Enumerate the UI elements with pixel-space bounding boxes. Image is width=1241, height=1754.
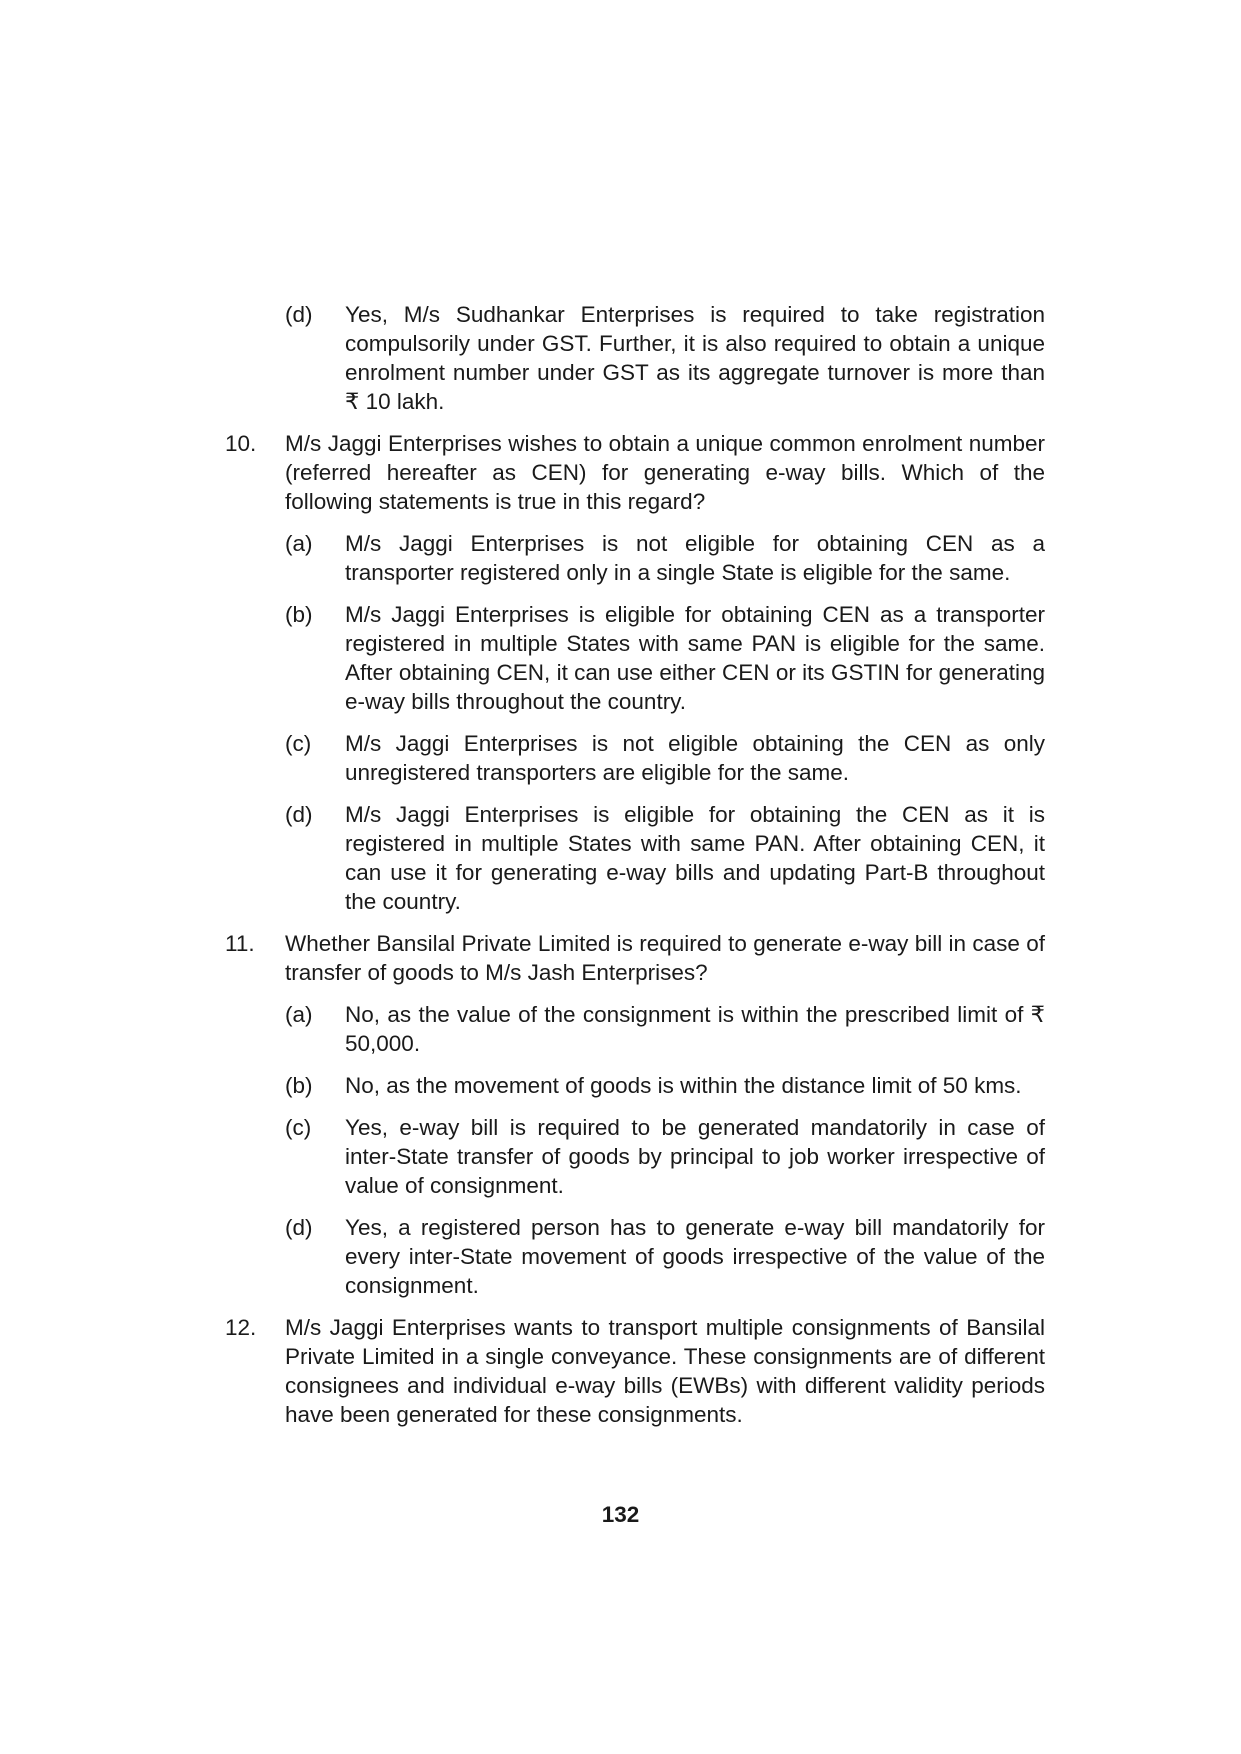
option-text: M/s Jaggi Enterprises is not eligible obtaining the CEN as only unregistered transporters are eligible for the same.: [345, 731, 1045, 785]
question-text: Whether Bansilal Private Limited is required to generate e-way bill in case of transfer of goods to M/s Jash Enterprises?: [285, 931, 1045, 985]
option-label: (d): [285, 1215, 313, 1240]
question-10-option-d: [285, 800, 1045, 916]
option-label: (a): [285, 531, 313, 556]
option-label: (c): [285, 731, 312, 756]
option-label: (b): [285, 602, 313, 627]
option-text: M/s Jaggi Enterprises is eligible for obtaining CEN as a transporter registered in multiple States with same PAN is eligible for the same. After obtaining CEN, it can use either CEN or its GSTIN for generating e-way bills throughout the country.: [345, 602, 1045, 714]
option-text: M/s Jaggi Enterprises is eligible for obtaining the CEN as it is registered in multiple States with same PAN. After obtaining CEN, it can use it for generating e-way bills and updating Part-B throughout the country.: [345, 802, 1045, 914]
option-label: (c): [285, 1115, 312, 1140]
option-label: (d): [285, 802, 313, 827]
question-11: [225, 929, 1045, 987]
question-12: [225, 1313, 1045, 1429]
question-10: [225, 429, 1045, 516]
page-number: 132: [601, 1502, 640, 1527]
question-11-option-a: [285, 1000, 1045, 1058]
carryover-option: [285, 300, 1045, 416]
option-text: No, as the value of the consignment is within the prescribed limit of ₹ 50,000.: [345, 1002, 1045, 1056]
question-10-option-c: [285, 729, 1045, 787]
option-label: (d): [285, 302, 313, 327]
question-10-option-a: [285, 529, 1045, 587]
question-11-option-b: [285, 1071, 1045, 1100]
question-text: M/s Jaggi Enterprises wants to transport multiple consignments of Bansilal Private Limited in a single conveyance. These consignments are of different consignees and individual e-way bills (EWBs) with different validity periods have been generated for these consignments.: [285, 1315, 1045, 1427]
question-10-option-b: [285, 600, 1045, 716]
option-text: Yes, e-way bill is required to be generated mandatorily in case of inter-State transfer of goods by principal to job worker irrespective of value of consignment.: [345, 1115, 1045, 1198]
option-text: No, as the movement of goods is within the distance limit of 50 kms.: [345, 1073, 1022, 1098]
question-number: 11.: [225, 931, 255, 956]
question-number: 10.: [225, 431, 257, 456]
option-text: M/s Jaggi Enterprises is not eligible for obtaining CEN as a transporter registered only in a single State is eligible for the same.: [345, 531, 1045, 585]
question-number: 12.: [225, 1315, 257, 1340]
option-label: (a): [285, 1002, 313, 1027]
option-label: (b): [285, 1073, 313, 1098]
page-content: [225, 300, 1045, 1442]
option-text: Yes, M/s Sudhankar Enterprises is required to take registration compulsorily under GST. Further, it is also required to obtain a unique enrolment number under GST as its aggregate turnover is more than ₹ 10 lakh.: [345, 302, 1045, 414]
question-text: M/s Jaggi Enterprises wishes to obtain a unique common enrolment number (referred hereafter as CEN) for generating e-way bills. Which of the following statements is true in this regard?: [285, 431, 1045, 514]
question-11-option-d: [285, 1213, 1045, 1300]
question-11-option-c: [285, 1113, 1045, 1200]
option-text: Yes, a registered person has to generate e-way bill mandatorily for every inter-State movement of goods irrespective of the value of the consignment.: [345, 1215, 1045, 1298]
